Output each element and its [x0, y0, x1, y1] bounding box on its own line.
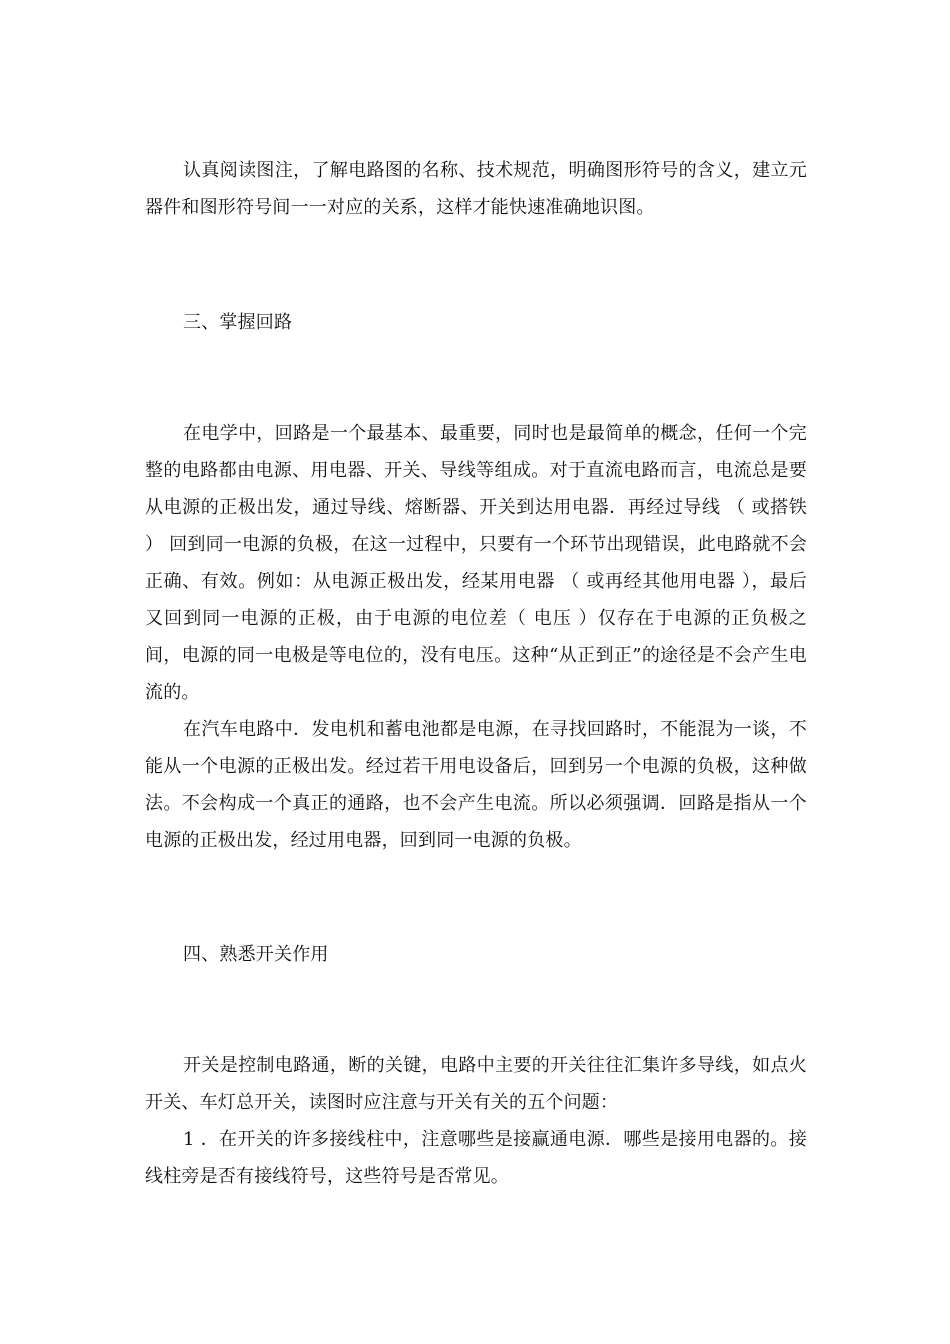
- paragraph-switch-intro: 开关是控制电路通，断的关键，电路中主要的开关往往汇集许多导线，如点火开关、车灯总开关，读图时应注意与开关有关的五个问题：: [145, 1055, 807, 1113]
- section-heading-switch-function: 四、熟悉开关作用: [183, 944, 329, 965]
- section-heading-master-circuit: 三、掌握回路: [183, 312, 293, 333]
- paragraph-automotive-circuit: 在汽车电路中．发电机和蓄电池都是电源，在寻找回路时，不能混为一谈，不能从一个电源的正极出发。经过若干用电设备后，回到另一个电源的负极，这种做法。不会构成一个真正的通路，也不会产生电流。所以必须强调．回路是指从一个电源的正极出发，经过用电器，回到同一电源的负极。: [145, 719, 807, 851]
- paragraph-circuit-concept: 在电学中，回路是一个最基本、最重要，同时也是最简单的概念，任何一个完整的电路都由电源、用电器、开关、导线等组成。对于直流电路而言，电流总是要从电源的正极出发，通过导线、熔断器、开关到达用电器．再经过导线 （ 或搭铁 ） 回到同一电源的负极，在这一过程中，只要有一个环节出现错误，此电路就不会正确、有效。例如：从电源正极出发，经某用电器 （ 或再经其他用电器 ），最后又回到同一电源的正极，由于电源的电位差（ 电压 ）仅存在于电源的正负极之间，电源的同一电极是等电位的，没有电压。这种“从正到正”的途径是不会产生电流的。: [145, 423, 807, 703]
- paragraph-read-legend: 认真阅读图注，了解电路图的名称、技术规范，明确图形符号的含义，建立元器件和图形符号间一一对应的关系，这样才能快速准确地识图。: [145, 160, 807, 218]
- paragraph-switch-point-1: 1 ．在开关的许多接线柱中，注意哪些是接赢通电源．哪些是接用电器的。接线柱旁是否有接线符号，这些符号是否常见。: [145, 1129, 807, 1187]
